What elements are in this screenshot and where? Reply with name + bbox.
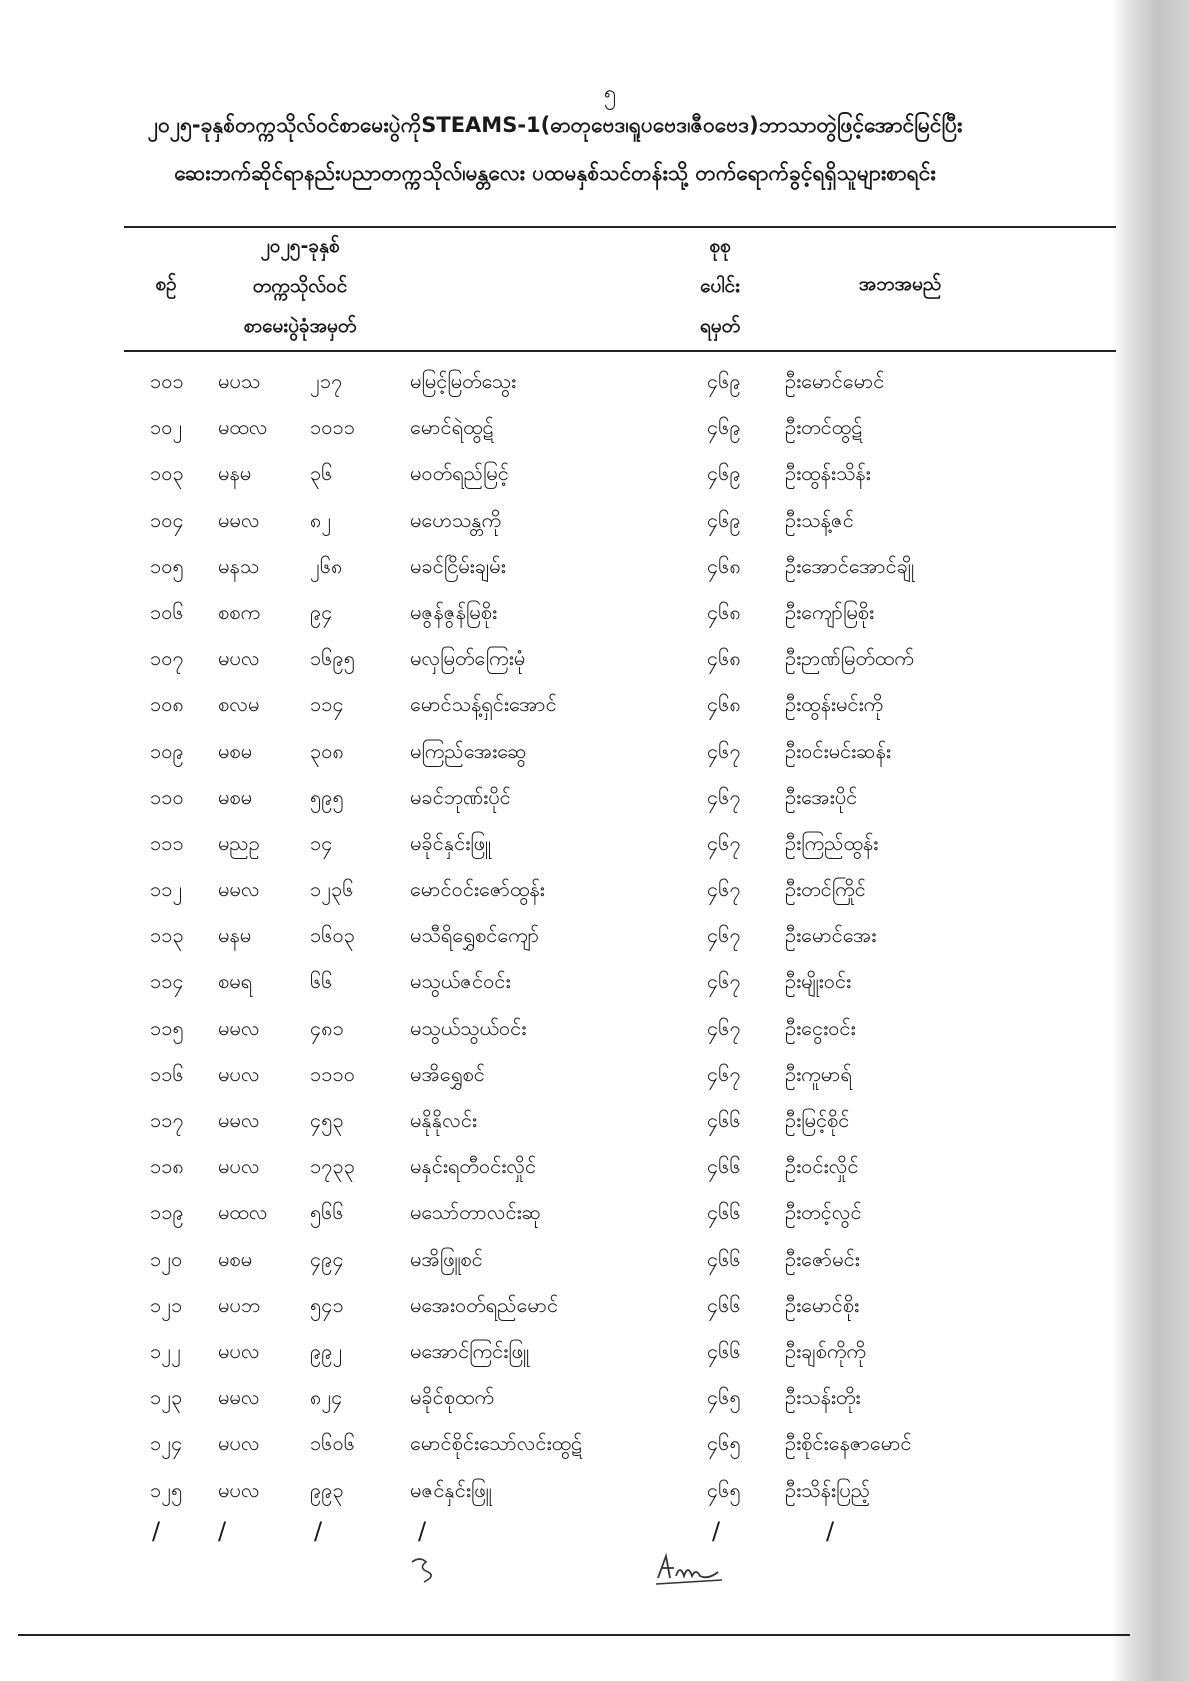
- total-marks-cell: ၄၆၉: [707, 507, 741, 532]
- father-name-cell: ဦးထွန်းသိန်း: [785, 461, 871, 486]
- roll-number-cell: ၅၉၅: [310, 784, 344, 809]
- total-marks-cell: ၄၆၈: [707, 646, 741, 671]
- father-name-cell: ဦးအောင်အောင်ချို: [785, 553, 914, 578]
- roll-number-cell: ၉၉၂: [310, 1338, 343, 1363]
- scan-edge-shadow: [1111, 0, 1189, 1681]
- roll-number-cell: ၈၂၄: [310, 1385, 343, 1410]
- table-row: [0, 591, 1110, 637]
- header-marks-line: ပေါင်း: [700, 275, 740, 297]
- roll-number-cell: ၁၁၁၀: [310, 1061, 355, 1086]
- roll-prefix-cell: မမလ: [218, 1015, 260, 1040]
- student-name-cell: မဇွန်ဇွန်မြစိုး: [410, 599, 498, 624]
- table-row: [0, 1422, 1110, 1468]
- father-name-cell: ဦးသန့်ဇင်: [785, 507, 854, 532]
- roll-prefix-cell: မနမ: [218, 461, 252, 486]
- total-marks-cell: ၄၆၅: [707, 1431, 741, 1456]
- page-bottom-rule: [18, 1634, 1130, 1636]
- roll-number-cell: ၉၄: [310, 599, 333, 624]
- total-marks-cell: ၄၆၇: [707, 738, 741, 763]
- roll-number-cell: ၉၉၃: [310, 1477, 344, 1502]
- check-mark: /: [314, 1517, 323, 1545]
- check-mark: /: [218, 1517, 227, 1545]
- table-row: [0, 776, 1110, 822]
- total-marks-cell: ၄၆၈: [707, 599, 741, 624]
- total-marks-cell: ၄၆၈: [707, 553, 741, 578]
- student-name-cell: မသွယ်ဇင်ဝင်း: [410, 969, 511, 994]
- father-name-cell: ဦးဝင်းမင်းဆန်း: [785, 738, 891, 763]
- document-title-line-1: ၂၀၂၅-ခုနှစ်တက္ကသိုလ်ဝင်စာမေးပွဲကိုSTEAMS-1(ဓာတုဗေဒ၊ရူပဗေဒ၊ဇီဝဗေဒ)ဘာသာတွဲဖြင့်အောင်မြင်ပြီး: [147, 113, 963, 137]
- roll-number-cell: ၁၄: [310, 830, 333, 855]
- roll-prefix-cell: မပလ: [218, 1061, 260, 1086]
- table-row: [0, 822, 1110, 868]
- serial-cell: ၁၁၆: [150, 1061, 184, 1086]
- roll-prefix-cell: မစမ: [218, 738, 253, 763]
- header-roll-line: စာမေးပွဲခုံအမှတ်: [243, 315, 357, 337]
- total-marks-cell: ၄၆၉: [707, 415, 741, 440]
- roll-prefix-cell: မမလ: [218, 507, 260, 532]
- total-marks-cell: ၄၆၆: [707, 1108, 741, 1132]
- serial-cell: ၁၀၅: [150, 553, 184, 578]
- table-row: [0, 1238, 1110, 1284]
- table-row: [0, 730, 1110, 776]
- table-row: [0, 406, 1110, 452]
- father-name-cell: ဦးဉာဏ်မြတ်ထက်: [785, 646, 914, 671]
- header-marks-line: စုစု: [709, 235, 731, 257]
- total-marks-cell: ၄၆၇: [707, 784, 741, 809]
- roll-prefix-cell: မပလ: [218, 1154, 260, 1179]
- student-name-cell: မသော်တာလင်းဆု: [410, 1200, 542, 1225]
- student-name-cell: မအောင်ကြင်းဖြူ: [410, 1338, 529, 1363]
- serial-cell: ၁၁၀: [150, 784, 184, 809]
- header-total-marks: [685, 226, 755, 346]
- serial-cell: ၁၂၄: [150, 1431, 183, 1456]
- total-marks-cell: ၄၆၇: [707, 877, 741, 902]
- roll-prefix-cell: မမလ: [218, 1108, 260, 1132]
- roll-number-cell: ၆၆: [310, 969, 333, 994]
- serial-cell: ၁၀၁: [150, 369, 184, 393]
- roll-number-cell: ၅၄၁: [310, 1292, 344, 1317]
- father-name-cell: ဦးမျိုးဝင်း: [785, 969, 852, 994]
- student-name-cell: မောင်သန့်ရှင်းအောင်: [410, 692, 557, 717]
- father-name-cell: ဦးဇော်မင်း: [785, 1246, 860, 1271]
- serial-cell: ၁၂၅: [150, 1477, 183, 1502]
- check-mark: /: [712, 1517, 721, 1545]
- student-name-cell: မဇင်နှင်းဖြူ: [410, 1477, 492, 1502]
- father-name-cell: ဦးတင့်လွင်: [785, 1200, 862, 1225]
- table-header-rule: [124, 350, 1116, 352]
- roll-number-cell: ၂၆၈: [310, 553, 343, 578]
- student-name-cell: မခိုင်နှင်းဖြူ: [410, 830, 491, 855]
- student-name-cell: မကြည်အေးဆွေ: [410, 738, 527, 763]
- roll-prefix-cell: စမရ: [218, 969, 253, 994]
- father-name-cell: ဦးထွန်းမင်းကို: [785, 692, 884, 717]
- father-name-cell: ဦးကြည်ထွန်း: [785, 830, 879, 855]
- roll-prefix-cell: မမလ: [218, 877, 260, 902]
- roll-number-cell: ၃၆: [310, 461, 333, 486]
- father-name-cell: ဦးစိုင်းနေဇာမောင်: [785, 1431, 912, 1456]
- serial-cell: ၁၁၉: [150, 1200, 184, 1225]
- student-name-cell: မမြင့်မြတ်သွေး: [410, 369, 517, 393]
- header-roll-line: တက္ကသိုလ်ဝင်: [252, 275, 348, 297]
- student-name-cell: မဟေသန္တကို: [410, 507, 502, 532]
- serial-cell: ၁၀၉: [150, 738, 184, 763]
- roll-number-cell: ၁၁၄: [310, 692, 344, 717]
- table-row: [0, 452, 1110, 498]
- roll-prefix-cell: မပသ: [218, 369, 261, 393]
- roll-prefix-cell: စလမ: [218, 692, 260, 717]
- table-row: [0, 1007, 1110, 1053]
- header-roll-line: ၂၀၂၅-ခုနှစ်: [260, 235, 340, 257]
- initial-mark: [406, 1552, 446, 1586]
- father-name-cell: ဦးချစ်ကိုကို: [785, 1338, 866, 1363]
- student-name-cell: မောင်ရဲထွဋ်: [410, 415, 494, 440]
- serial-cell: ၁၂၁: [150, 1292, 183, 1317]
- serial-cell: ၁၁၅: [150, 1015, 184, 1040]
- table-row: [0, 545, 1110, 591]
- father-name-cell: ဦးမောင်အေး: [785, 923, 877, 948]
- document-title-line-2: ဆေးဘက်ဆိုင်ရာနည်းပညာတက္ကသိုလ်၊မန္တလေး ပထမနှစ်သင်တန်းသို့ တက်ရောက်ခွင့်ရရှိသူများစာရင်း: [174, 161, 936, 185]
- table-row: [0, 499, 1110, 545]
- roll-prefix-cell: မပလ: [218, 1477, 260, 1502]
- check-mark: /: [418, 1517, 427, 1545]
- total-marks-cell: ၄၆၅: [707, 1477, 741, 1502]
- table-row: [0, 1284, 1110, 1330]
- table-row: [0, 1053, 1110, 1099]
- father-name-cell: ဦးကူမာရ်: [785, 1061, 852, 1086]
- table-row: [0, 868, 1110, 914]
- serial-cell: ၁၂၀: [150, 1246, 183, 1271]
- student-name-cell: မနှင်းရတီဝင်းလှိုင်: [410, 1154, 537, 1179]
- serial-cell: ၁၁၄: [150, 969, 184, 994]
- father-name-cell: ဦးတင်ကြိုင်: [785, 877, 866, 902]
- serial-cell: ၁၀၄: [150, 507, 184, 532]
- roll-number-cell: ၄၅၃: [310, 1108, 344, 1132]
- roll-prefix-cell: မညဥ: [218, 830, 260, 855]
- student-name-cell: မဝတ်ရည်မြင့်: [410, 461, 509, 486]
- father-name-cell: ဦးမောင်စိုး: [785, 1292, 860, 1317]
- student-name-cell: မသွယ်သွယ်ဝင်း: [410, 1015, 527, 1040]
- roll-number-cell: ၁၇၃၃: [310, 1154, 355, 1179]
- header-marks-line: ရမှတ်: [699, 315, 741, 337]
- serial-cell: ၁၀၃: [150, 461, 184, 486]
- father-name-cell: ဦးအေးပိုင်: [785, 784, 858, 809]
- student-name-cell: မအိရွှေစင်: [410, 1061, 485, 1086]
- total-marks-cell: ၄၆၇: [707, 830, 741, 855]
- check-mark: /: [152, 1517, 161, 1545]
- serial-cell: ၁၂၃: [150, 1385, 183, 1410]
- roll-prefix-cell: မမလ: [218, 1385, 260, 1410]
- student-name-cell: မနိုနိုလင်း: [410, 1108, 478, 1132]
- page-number: ၅: [604, 81, 617, 106]
- total-marks-cell: ၄၆၉: [707, 369, 741, 393]
- father-name-cell: ဦးငွေးဝင်း: [785, 1015, 856, 1040]
- total-marks-cell: ၄၆၆: [707, 1246, 741, 1271]
- header-father-name: အဘအမည်: [858, 273, 942, 295]
- serial-cell: ၁၀၂: [150, 415, 183, 440]
- table-row: [0, 1191, 1110, 1237]
- serial-cell: ၁၁၈: [150, 1154, 184, 1179]
- table-row: [0, 683, 1110, 729]
- father-name-cell: ဦးတင်ထွဋ်: [785, 415, 863, 440]
- roll-number-cell: ၂၁၇: [310, 369, 343, 393]
- total-marks-cell: ၄၆၆: [707, 1200, 741, 1225]
- total-marks-cell: ၄၆၇: [707, 1061, 741, 1086]
- roll-number-cell: ၈၂: [310, 507, 332, 532]
- table-row: [0, 637, 1110, 683]
- roll-number-cell: ၅၆၆: [310, 1200, 344, 1225]
- serial-cell: ၁၀၇: [150, 646, 184, 671]
- table-row: [0, 1145, 1110, 1191]
- roll-prefix-cell: မနသ: [218, 553, 260, 578]
- serial-cell: ၁၁၁: [150, 830, 184, 855]
- roll-number-cell: ၄၉၄: [310, 1246, 344, 1271]
- student-name-cell: မလှမြတ်ကြေးမုံ: [410, 646, 526, 671]
- serial-cell: ၁၁၃: [150, 923, 184, 948]
- roll-prefix-cell: မပလ: [218, 646, 260, 671]
- serial-cell: ၁၁၇: [150, 1108, 184, 1132]
- table-row: [0, 1099, 1110, 1145]
- father-name-cell: ဦးကျော်မြစိုး: [785, 599, 875, 624]
- student-name-cell: မခိုင်စုထက်: [410, 1385, 494, 1410]
- total-marks-cell: ၄၆၉: [707, 461, 741, 486]
- roll-prefix-cell: မစမ: [218, 784, 253, 809]
- student-name-cell: မသီရိရွှေစင်ကျော်: [410, 923, 540, 948]
- student-list: [0, 360, 1110, 1515]
- father-name-cell: ဦးသန်းတိုး: [785, 1385, 861, 1410]
- roll-number-cell: ၄၈၁: [310, 1015, 344, 1040]
- roll-number-cell: ၁၂၃၆: [310, 877, 354, 902]
- roll-prefix-cell: မနမ: [218, 923, 252, 948]
- roll-number-cell: ၁၆၀၃: [310, 923, 355, 948]
- student-name-cell: မောင်စိုင်းသော်လင်းထွဋ်: [410, 1431, 583, 1456]
- total-marks-cell: ၄၆၇: [707, 1015, 741, 1040]
- header-serial: စဉ်: [155, 273, 177, 295]
- total-marks-cell: ၄၆၇: [707, 969, 741, 994]
- table-row: [0, 1469, 1110, 1515]
- serial-cell: ၁၂၂: [150, 1338, 181, 1363]
- table-row: [0, 914, 1110, 960]
- check-mark: /: [826, 1517, 835, 1545]
- serial-cell: ၁၀၆: [150, 599, 184, 624]
- roll-number-cell: ၃၀၈: [310, 738, 344, 763]
- roll-number-cell: ၁၆၉၅: [310, 646, 355, 671]
- signature: [652, 1550, 736, 1590]
- total-marks-cell: ၄၆၅: [707, 1385, 741, 1410]
- roll-prefix-cell: မပဘ: [218, 1292, 261, 1317]
- father-name-cell: ဦးမြင့်စိုင်: [785, 1108, 850, 1132]
- total-marks-cell: ၄၆၆: [707, 1292, 741, 1317]
- father-name-cell: ဦးမောင်မောင်: [785, 369, 885, 393]
- student-name-cell: မောင်ဝင်းဇော်ထွန်း: [410, 877, 545, 902]
- father-name-cell: ဦးသိန်းပြည့်: [785, 1477, 871, 1502]
- total-marks-cell: ၄၆၆: [707, 1154, 741, 1179]
- table-row: [0, 360, 1110, 406]
- father-name-cell: ဦးဝင်းလှိုင်: [785, 1154, 859, 1179]
- serial-cell: ၁၀၈: [150, 692, 184, 717]
- student-name-cell: မခင်ဘုဏ်းပိုင်: [410, 784, 511, 809]
- total-marks-cell: ၄၆၈: [707, 692, 741, 717]
- roll-number-cell: ၁၀၁၁: [310, 415, 355, 440]
- table-row: [0, 1376, 1110, 1422]
- roll-prefix-cell: မပလ: [218, 1431, 260, 1456]
- verification-marks: [0, 1517, 1110, 1557]
- serial-cell: ၁၁၂: [150, 877, 183, 902]
- student-name-cell: မအေးဝတ်ရည်မောင်: [410, 1292, 559, 1317]
- header-roll-number: [215, 226, 385, 346]
- student-name-cell: မခင်ငြိမ်းချမ်း: [410, 553, 506, 578]
- table-row: [0, 960, 1110, 1006]
- roll-prefix-cell: မထလ: [218, 415, 268, 440]
- roll-prefix-cell: မထလ: [218, 1200, 268, 1225]
- roll-prefix-cell: စစက: [218, 599, 261, 624]
- total-marks-cell: ၄၆၆: [707, 1338, 741, 1363]
- roll-prefix-cell: မပလ: [218, 1338, 260, 1363]
- total-marks-cell: ၄၆၇: [707, 923, 741, 948]
- roll-prefix-cell: မစမ: [218, 1246, 253, 1271]
- roll-number-cell: ၁၆၀၆: [310, 1431, 355, 1456]
- student-name-cell: မအိဖြူစင်: [410, 1246, 483, 1271]
- table-row: [0, 1330, 1110, 1376]
